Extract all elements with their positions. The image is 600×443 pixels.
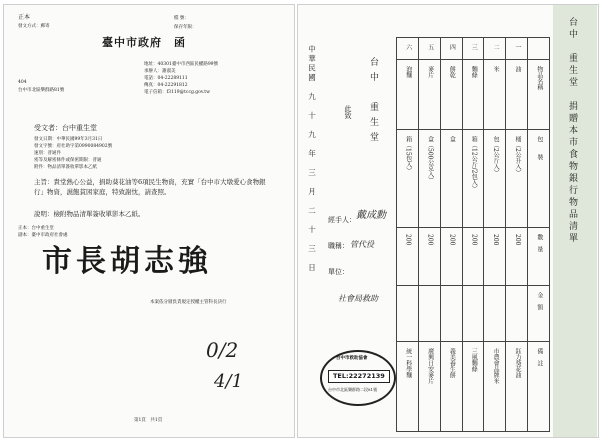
zip-code: 404 [18,80,27,85]
stamp-phone: TEL:22272139 [333,372,385,380]
item-name: 油 [513,66,521,72]
preserve-label: 正本 [18,14,31,21]
header-packaging: 包 裝 [535,136,543,160]
cc-line: 正本：台中重生堂 [18,226,54,231]
table-header-cell [528,130,550,228]
item-name: 麥片 [426,66,434,78]
table-header-cell [528,38,550,60]
government-letter [3,4,295,438]
table-cell [440,60,462,130]
subject: 主旨：貴堂熱心公益，捐助葵花油等6項民生物資，充實「台中市大墩愛心食物銀行」物資，濕飽貧困家庭，特致謝忱，請查照。 [34,178,266,196]
table-cell [397,60,419,130]
stamp-top-text: 台中市救助協會 [336,356,368,361]
table-header-cell [484,38,506,60]
table-cell [418,342,440,432]
table-header-cell [528,342,550,432]
item-quantity: 200 [404,234,412,246]
unit-label: 單位： [328,268,349,276]
retention-label: 保存年限： [174,25,197,30]
table-cell [484,60,506,130]
date-line: 中華民國 九 十 九 年 三 月 二 十 三 日 [307,45,317,273]
table-cell [484,286,506,342]
item-name: 泡麵 [404,66,412,78]
meta-line: 發文字號：府社助字第0990084902號 [34,144,113,149]
row-index: 五 [426,44,434,50]
meta-line: 附件：物品清單簽收單影本乙紙 [34,165,97,170]
table-header-cell [528,228,550,286]
item-remark: 三風麵條 [470,348,478,372]
explanation: 說明：檢附物品清單簽收單影本乙紙。 [34,210,145,218]
items-table [396,37,550,432]
unit-value: 社會局救助 [338,294,378,303]
table-cell [418,228,440,286]
item-packaging: 箱（12公斤/2包入） [470,136,478,192]
item-remark: 義美養生餅 [448,348,456,378]
item-packaging: 盒 [448,136,456,142]
header-name: 物品名稱 [535,66,543,90]
table-cell [397,342,419,432]
agent-label: 經手人： [328,216,356,224]
page-footer: 第1頁 共1頁 [134,418,163,423]
list-title: 台中 重生堂 捐贈本市食物銀行物品清單 [567,17,577,245]
table-header-cell [397,38,419,60]
item-quantity: 200 [513,234,521,246]
table-cell [397,286,419,342]
table-header-cell [528,286,550,342]
recipient-line: 受文者：台中重生堂 [34,124,97,132]
meta-line: 發文日期：中華民國99年3月31日 [34,137,103,142]
item-remark: 統一科學麵 [404,348,412,378]
table-cell [440,228,462,286]
table-header-cell [528,60,550,130]
table-cell [440,130,462,228]
address-line: 承辦人：謝淑美 [144,69,176,74]
handwritten-note: 0/2 [206,338,239,362]
authorization-note: 本案依分層負責規定授權主管科長決行 [150,300,227,305]
address-line: 地址：40301臺中市西區民權路99號 [144,62,219,67]
table-header-cell [506,38,528,60]
item-packaging: 包（2公斤入） [492,136,500,176]
header-amount: 金 額 [535,292,543,310]
row-index: 二 [492,44,500,50]
header-quantity: 數 量 [535,234,543,252]
item-name: 麵條 [470,66,478,78]
letter-title: 臺中市政府 函 [102,36,186,49]
row-index: 四 [448,44,456,50]
table-cell [397,130,419,228]
item-quantity: 200 [426,234,434,246]
stamp-bottom-text: 台中市北區樂群路二段81號 [328,387,378,392]
header-remark: 備 註 [535,348,543,366]
table-cell [506,342,528,432]
address-line: 傳真：04-22291812 [144,83,188,88]
item-quantity: 200 [492,234,500,246]
item-quantity: 200 [448,234,456,246]
title-band [553,5,597,437]
agent-signature: 戴成勳 [356,210,386,221]
table-cell [506,60,528,130]
archive-no-label: 檔 號： [174,16,189,21]
mayor-signature: 市長胡志強 [42,244,212,279]
table-cell [462,286,484,342]
handwritten-note: 4/1 [214,371,243,392]
meta-line: 速別：普通件 [34,151,61,156]
donation-list [297,4,599,438]
address-line: 電話：04-22289111 [144,76,188,81]
table-header-cell [440,38,462,60]
table-header-cell [418,38,440,60]
item-name: 餅乾 [448,66,456,78]
position-value: 管代役 [350,240,374,249]
table-cell [506,228,528,286]
table-cell [506,130,528,228]
table-cell [440,342,462,432]
association-stamp [320,350,396,406]
table-cell [418,130,440,228]
table-cell [484,228,506,286]
recipient-this-label: 此致 [344,105,352,119]
cc-line: 副本：臺中市政府社會處 [18,233,68,238]
table-cell [418,286,440,342]
meta-line: 密等及解密條件或保密期限：普通 [34,158,102,163]
table-cell [506,286,528,342]
item-remark: 鈺力葵花油 [513,348,521,378]
item-packaging: 盒（500公克入） [426,136,434,184]
donor-name: 台中 重生堂 [368,57,378,147]
address-line: 電子信箱：f3119@tccg.gov.tw [144,90,210,95]
table-cell [462,342,484,432]
table-cell [462,60,484,130]
item-name: 米 [492,66,500,72]
table-header-cell [462,38,484,60]
table-cell [462,228,484,286]
stamp-phone-box [328,370,390,383]
table-cell [462,130,484,228]
table-cell [484,342,506,432]
item-remark: 廣興日安麥片 [426,348,434,384]
item-quantity: 200 [470,234,478,246]
recipient-address: 台中市北區樂群路81號 [18,88,65,93]
row-index: 一 [513,44,521,50]
row-index: 三 [470,44,478,50]
table-cell [440,286,462,342]
item-packaging: 桶（2公升入） [513,136,521,176]
item-packaging: 箱（15包入） [404,136,412,174]
table-cell [484,130,506,228]
table-cell [397,228,419,286]
row-index: 六 [404,44,412,50]
table-cell [418,60,440,130]
position-label: 職稱： [328,242,349,250]
doc-type-line: 發文方式：郵寄 [18,24,50,29]
item-remark: 市農會品牌米 [492,348,500,384]
